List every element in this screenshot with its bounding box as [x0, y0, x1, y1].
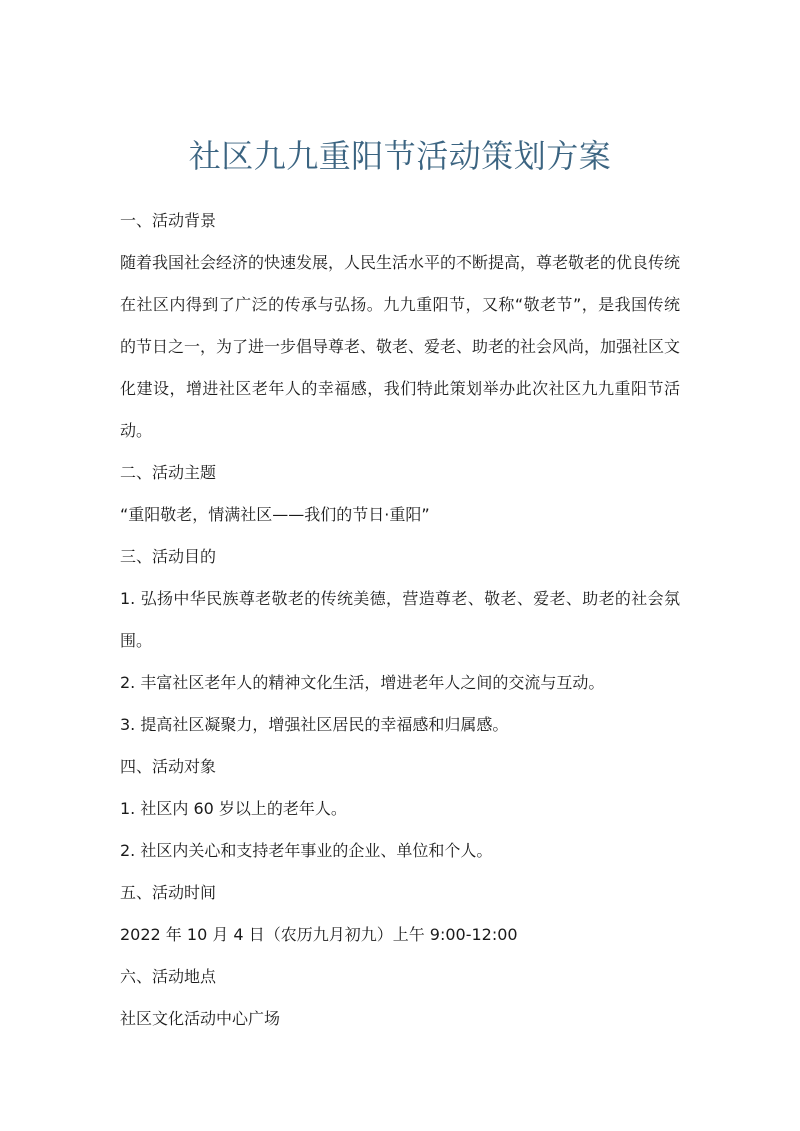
document-title: 社区九九重阳节活动策划方案 — [188, 137, 612, 175]
section-heading: 六、活动地点 — [120, 967, 217, 986]
event-time: 2022 年 10 月 4 日（农历九月初九）上午 9:00-12:00 — [120, 925, 518, 944]
section-audience — [120, 746, 680, 872]
section-paragraph: 随着我国社会经济的快速发展，人民生活水平的不断提高，尊老敬老的优良传统在社区内得到了广泛的传承与弘扬。九九重阳节，又称“敬老节”，是我国传统的节日之一，为了进一步倡导尊老、敬老、爱老、助老的社会风尚，加强社区文化建设，增进社区老年人的幸福感，我们特此策划举办此次社区九九重阳节活动。 — [120, 253, 681, 440]
section-heading: 三、活动目的 — [120, 547, 217, 566]
list-item: 2. 丰富社区老年人的精神文化生活，增进老年人之间的交流与互动。 — [120, 673, 605, 692]
section-heading: 五、活动时间 — [120, 883, 217, 902]
list-item: 2. 社区内关心和支持老年事业的企业、单位和个人。 — [120, 841, 493, 860]
event-location: 社区文化活动中心广场 — [120, 1009, 281, 1028]
section-heading: 四、活动对象 — [120, 757, 217, 776]
section-heading: 二、活动主题 — [120, 463, 217, 482]
list-item: 1. 弘扬中华民族尊老敬老的传统美德，营造尊老、敬老、爱老、助老的社会氛围。 — [120, 589, 680, 650]
section-heading: 一、活动背景 — [120, 211, 217, 230]
theme-text: “重阳敬老，情满社区——我们的节日·重阳” — [120, 505, 430, 524]
section-time — [120, 872, 680, 956]
section-theme — [120, 452, 680, 536]
list-item: 1. 社区内 60 岁以上的老年人。 — [120, 799, 347, 818]
section-purpose — [120, 536, 680, 746]
section-location — [120, 956, 680, 1040]
list-item: 3. 提高社区凝聚力，增强社区居民的幸福感和归属感。 — [120, 715, 509, 734]
section-background — [120, 200, 680, 452]
document-body — [120, 200, 680, 1040]
